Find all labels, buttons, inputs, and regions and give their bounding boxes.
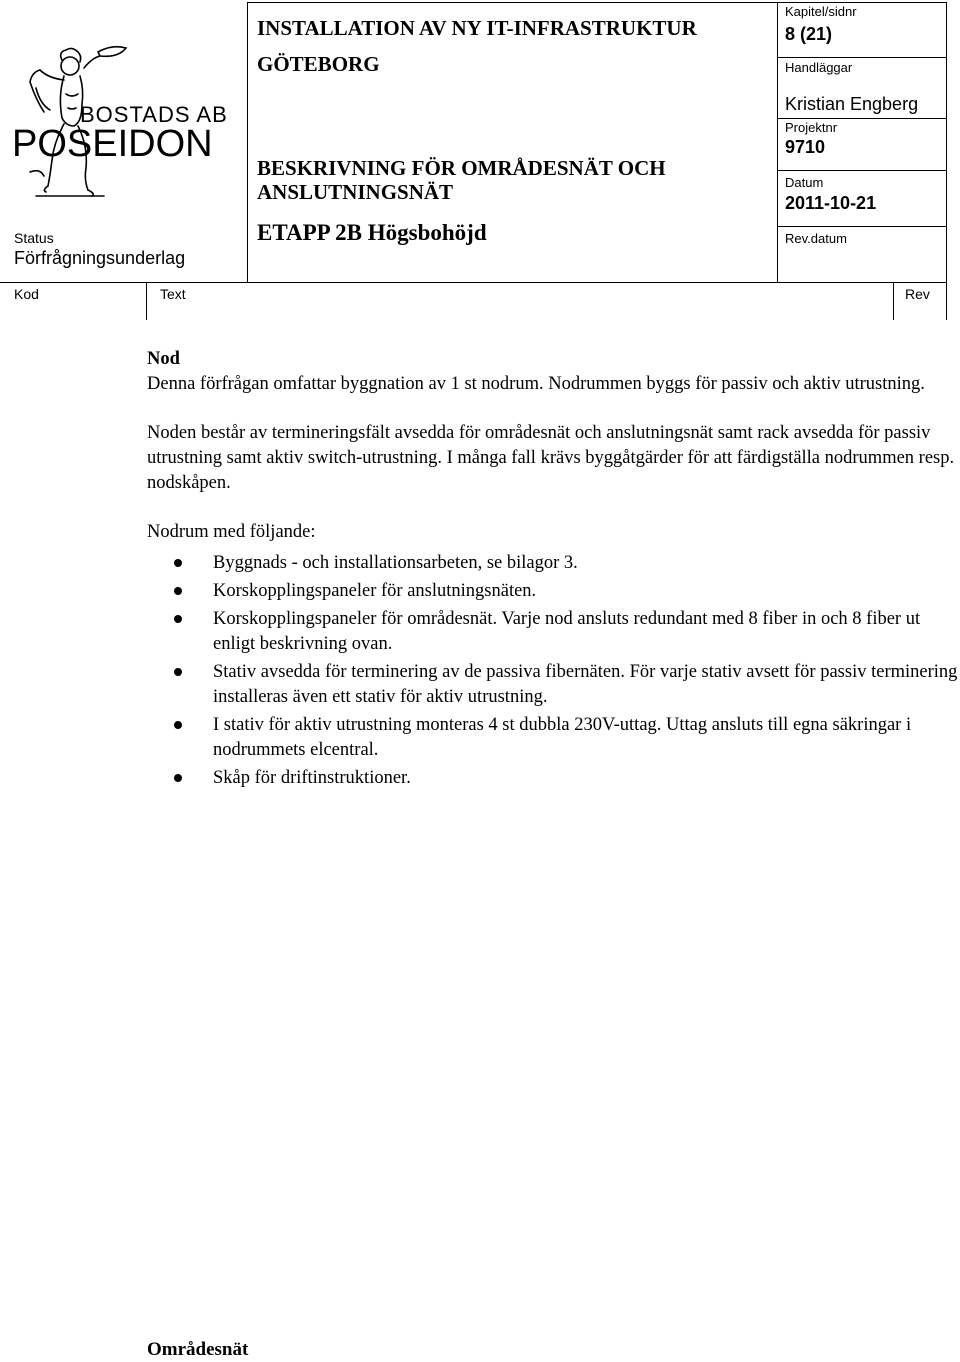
document-description: BESKRIVNING FÖR OMRÅDESNÄT OCH ANSLUTNINGSNÄT (257, 156, 666, 204)
status-label: Status (14, 230, 54, 246)
column-heading-kod: Kod (14, 286, 39, 302)
project-value: 9710 (785, 137, 826, 157)
list-item: Skåp för driftinstruktioner. (147, 766, 960, 791)
header-logo-divider (247, 2, 248, 282)
company-logo (0, 0, 247, 225)
document-title-line2: GÖTEBORG (257, 52, 380, 76)
status-value: Förfrågningsunderlag (14, 248, 186, 268)
meta-divider-1 (777, 57, 947, 58)
column-heading-rev: Rev (905, 286, 930, 302)
handler-value: Kristian Engberg (785, 94, 919, 114)
handler-label: Handläggar (785, 60, 853, 75)
list-item: I stativ för aktiv utrustning monteras 4 st dubbla 230V-uttag. Uttag ansluts till egna säkringar i nodrummets elcentral. (147, 713, 960, 763)
bullet-icon (174, 774, 182, 782)
poseidon-figure-icon (0, 0, 247, 225)
header-meta-divider (777, 2, 778, 282)
document-title-line1: INSTALLATION AV NY IT-INFRASTRUKTUR (257, 16, 697, 40)
requirements-list (147, 551, 960, 791)
logo-text-line1: BOSTADS AB (80, 102, 228, 127)
chapter-value: 8 (21) (785, 24, 833, 44)
meta-divider-4 (777, 226, 947, 227)
list-item: Korskopplingspaneler för områdesnät. Varje nod ansluts redundant med 8 fiber in och 8 fiber ut enligt beskrivning ovan. (147, 607, 960, 657)
list-item: Stativ avsedda för terminering av de passiva fibernäten. För varje stativ avsett för passiv terminering installeras även ett stativ för aktiv utrustning. (147, 660, 960, 710)
column-divider-rev (893, 282, 894, 320)
document-body (147, 347, 960, 794)
column-divider-kod (146, 282, 147, 320)
list-item: Korskopplingspaneler för anslutningsnäten. (147, 579, 960, 604)
header-bottom-border (0, 282, 947, 283)
meta-divider-3 (777, 170, 947, 171)
bullet-icon (174, 559, 182, 567)
project-label: Projektnr (785, 120, 838, 135)
list-intro: Nodrum med följande: (147, 522, 316, 542)
next-section-heading: Områdesnät (147, 1339, 249, 1360)
header-right-border (946, 2, 947, 320)
bullet-icon (174, 721, 182, 729)
chapter-label: Kapitel/sidnr (785, 4, 857, 19)
date-value: 2011-10-21 (785, 193, 877, 213)
bullet-icon (174, 668, 182, 676)
document-stage: ETAPP 2B Högsbohöjd (257, 220, 487, 245)
paragraph-description: Noden består av termineringsfält avsedda för områdesnät och anslutningsnät samt rack avsedda för passiv utrustning samt aktiv switch-utrustning. I många fall krävs byggåtgärder för att färdigställa nodrummen resp. nodskåpen. (147, 423, 955, 493)
meta-divider-2 (777, 118, 947, 119)
logo-text-line2: POSEIDON (12, 123, 213, 165)
bullet-icon (174, 587, 182, 595)
list-item: Byggnads - och installationsarbeten, se bilagor 3. (147, 551, 960, 576)
date-label: Datum (785, 175, 824, 190)
revdate-label: Rev.datum (785, 231, 847, 246)
bullet-icon (174, 615, 182, 623)
paragraph-intro: Denna förfrågan omfattar byggnation av 1 st nodrum. Nodrummen byggs för passiv och aktiv utrustning. (147, 374, 925, 394)
section-heading: Nod (147, 349, 180, 369)
column-heading-text: Text (160, 286, 186, 302)
header-top-border (247, 2, 947, 3)
